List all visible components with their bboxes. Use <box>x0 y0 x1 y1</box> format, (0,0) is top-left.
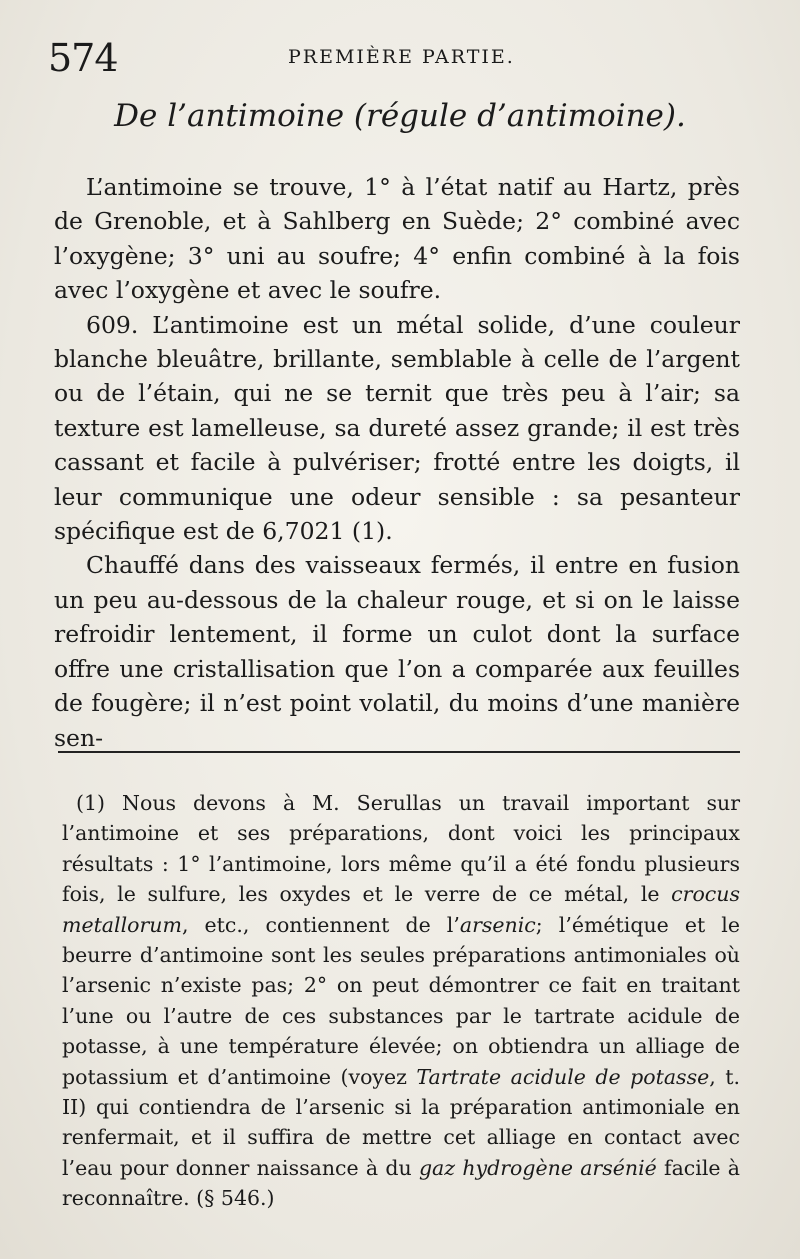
footnote-italic-tartrate: Tartrate acidule de potasse <box>416 1064 710 1089</box>
footnote-segment: , etc., contiennent de l’ <box>181 912 460 937</box>
footnote-segment: facile à reconnaître. (§ 546.) <box>62 1155 740 1211</box>
page-header <box>48 36 752 86</box>
footnote-segment: ; l’émétique et le beurre d’antimoine sont les seules préparations antimoniales où l’arsenic n’existe pas; 2° on peut démontrer ce fait en traitant l’une ou l’autre de ces substances par le tartrate acidule de potasse, à une température élevée; on obtiendra un alliage de potassium et d’antimoine (voyez <box>62 912 740 1089</box>
section-title: De l’antimoine (régule d’antimoine). <box>114 98 686 134</box>
footnote-text <box>62 788 740 1214</box>
footnote-segment: (1) Nous devons à M. Serullas un travail important sur l’antimoine et ses préparations, dont voici les principaux résultats : 1° l’antimoine, lors même qu’il a été fondu plusieurs fois, le sulfure, les oxydes et le verre de ce métal, le <box>62 791 740 907</box>
footnote-italic-arsenic: arsenic <box>459 912 536 937</box>
paragraph-fusion: Chauffé dans des vaisseaux fermés, il entre en fusion un peu au-dessous de la chaleur rouge, et si on le laisse refroidir lentement, il forme un culot dont la surface offre une cristallisation que l’on a comparée aux feuilles de fougère; il n’est point volatil, du moins d’une manière sen- <box>54 551 740 752</box>
body-text <box>54 170 740 755</box>
footnote-italic-crocus: crocus metallorum <box>62 882 740 937</box>
page-number: 574 <box>48 36 118 80</box>
footnote-italic-gaz: gaz hydrogène arsénié <box>418 1155 657 1180</box>
footnote-divider <box>58 751 740 753</box>
paragraph-609: 609. L’antimoine est un métal solide, d’une couleur blanche bleuâtre, brillante, semblable à celle de l’argent ou de l’étain, qui ne se ternit que très peu à l’air; sa texture est lamelleuse, sa dureté assez grande; il est très cassant et facile à pulvériser; frotté entre les doigts, il leur communique une odeur sensible : sa pesanteur spécifique est de 6,7021 (1). <box>54 310 740 546</box>
paragraph-intro: L’antimoine se trouve, 1° à l’état natif au Hartz, près de Grenoble, et à Sahlberg en Suède; 2° combiné avec l’oxygène; 3° uni au soufre; 4° enfin combiné à la fois avec l’oxygène et avec le soufre. <box>54 173 740 305</box>
running-head: PREMIÈRE PARTIE. <box>288 46 515 68</box>
footnote <box>62 788 740 1214</box>
footnote-segment: , t. II) qui contiendra de l’arsenic si la préparation antimoniale en renfermait, et il suffira de mettre cet alliage en contact avec l’eau pour donner naissance à du <box>62 1064 740 1180</box>
